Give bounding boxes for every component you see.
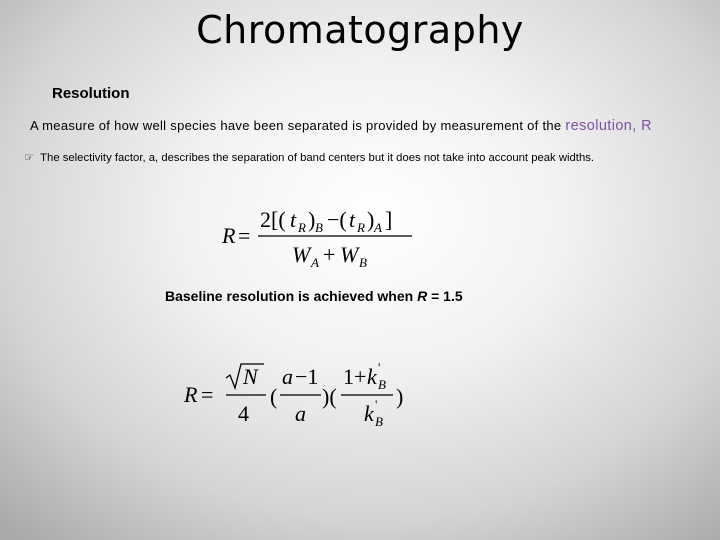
svg-text:R: R	[298, 220, 306, 235]
pointing-hand-icon: ☞	[24, 152, 35, 164]
svg-text:B: B	[375, 414, 383, 429]
plate-count-resolution-equation	[184, 358, 424, 433]
svg-text:t: t	[349, 207, 356, 232]
svg-text:(: (	[270, 384, 278, 409]
svg-text:−(: −(	[327, 207, 347, 232]
baseline-value: = 1.5	[431, 288, 463, 304]
intro-line	[30, 118, 652, 134]
svg-text:B: B	[359, 255, 367, 270]
bullet-text: The selectivity factor, a, describes the separation of band centers but it does not take into account peak widths.	[40, 152, 595, 164]
svg-text:B: B	[315, 220, 323, 235]
svg-text:a: a	[282, 364, 293, 389]
svg-text:]: ]	[385, 207, 393, 232]
svg-text:=: =	[201, 382, 214, 407]
svg-text:k: k	[367, 364, 377, 389]
svg-text:': '	[375, 397, 378, 412]
section-label: Resolution	[52, 85, 130, 102]
baseline-prefix: Baseline resolution is achieved when	[165, 288, 414, 304]
svg-text:+: +	[323, 242, 336, 267]
svg-text:=: =	[238, 223, 251, 248]
svg-text:R: R	[357, 220, 365, 235]
baseline-statement	[165, 288, 463, 304]
svg-text:A: A	[311, 255, 319, 270]
svg-text:A: A	[374, 220, 382, 235]
svg-text:R: R	[222, 223, 236, 248]
svg-text:): )	[308, 207, 316, 232]
svg-text:2[(: 2[(	[260, 207, 286, 232]
resolution-term: resolution, R	[565, 118, 652, 134]
slide-title: Chromatography	[196, 8, 524, 52]
svg-text:): )	[396, 384, 404, 409]
svg-text:): )	[367, 207, 375, 232]
intro-text: A measure of how well species have been separated is provided by measurement of the	[30, 118, 562, 133]
svg-text:k: k	[364, 401, 374, 426]
svg-text:4: 4	[238, 401, 249, 426]
svg-text:W: W	[340, 242, 359, 267]
svg-text:−1: −1	[295, 364, 319, 389]
svg-text:W: W	[292, 242, 311, 267]
svg-text:N: N	[243, 364, 258, 389]
svg-text:t: t	[290, 207, 297, 232]
baseline-variable: R	[417, 288, 428, 304]
svg-text:R: R	[184, 382, 198, 407]
svg-text:B: B	[378, 377, 386, 392]
svg-text:': '	[378, 360, 381, 375]
svg-text:a: a	[295, 401, 306, 426]
resolution-equation	[222, 202, 422, 272]
bullet-line	[24, 151, 594, 164]
svg-text:1+: 1+	[343, 364, 367, 389]
svg-text:)(: )(	[322, 384, 337, 409]
